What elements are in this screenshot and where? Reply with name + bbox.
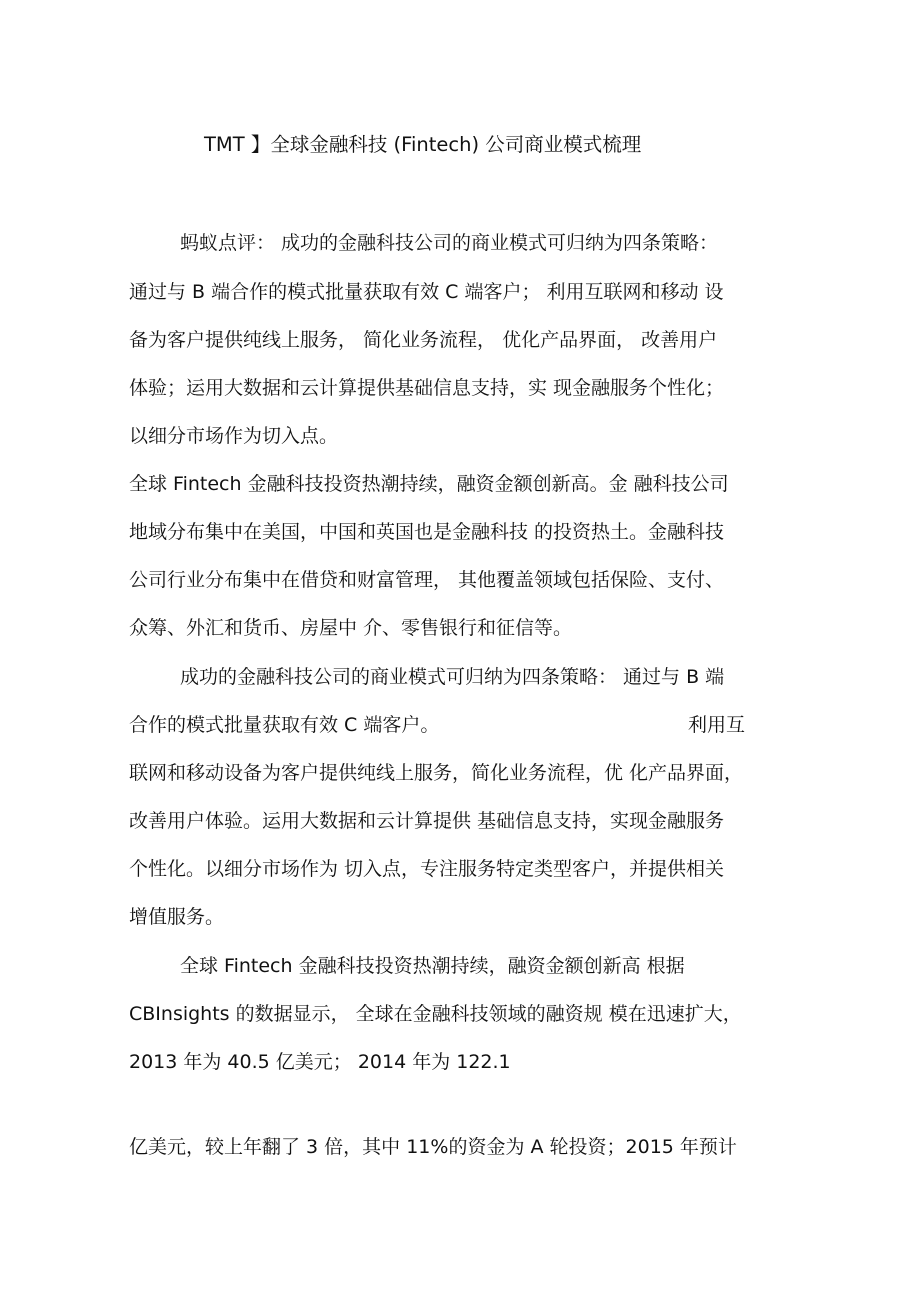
paragraph-line: 联网和移动设备为客户提供纯线上服务，简化业务流程，优 化产品界面， xyxy=(129,762,744,784)
paragraph-line: 2013 年为 40.5 亿美元； 2014 年为 122.1 xyxy=(129,1051,511,1073)
paragraph-line: 成功的金融科技公司的商业模式可归纳为四条策略： 通过与 B 端 xyxy=(180,666,725,688)
paragraph-line: 利用互 xyxy=(688,714,746,736)
paragraph-line: 众筹、外汇和货币、房屋中 介、零售银行和征信等。 xyxy=(129,617,573,639)
document-title: TMT 】全球金融科技 (Fintech) 公司商业模式梳理 xyxy=(204,133,642,156)
paragraph-line: 增值服务。 xyxy=(129,906,225,928)
paragraph-line: 蚂蚁点评： 成功的金融科技公司的商业模式可归纳为四条策略： xyxy=(180,232,719,254)
paragraph-line: 以细分市场作为切入点。 xyxy=(129,425,339,447)
paragraph-line: 体验；运用大数据和云计算提供基础信息支持，实 现金融服务个性化； xyxy=(129,377,725,399)
paragraph-line: 亿美元，较上年翻了 3 倍，其中 11%的资金为 A 轮投资；2015 年预计 xyxy=(129,1136,737,1158)
paragraph-line: CBInsights 的数据显示， 全球在金融科技领域的融资规 模在迅速扩大， xyxy=(129,1003,742,1025)
paragraph-line: 改善用户体验。运用大数据和云计算提供 基础信息支持，实现金融服务 xyxy=(129,810,725,832)
paragraph-line: 通过与 B 端合作的模式批量获取有效 C 端客户； 利用互联网和移动 设 xyxy=(129,281,724,303)
paragraph-line: 合作的模式批量获取有效 C 端客户。 xyxy=(129,714,440,736)
paragraph-line: 备为客户提供纯线上服务， 简化业务流程， 优化产品界面， 改善用户 xyxy=(129,329,718,351)
paragraph-line: 公司行业分布集中在借贷和财富管理， 其他覆盖领域包括保险、支付、 xyxy=(129,569,725,591)
paragraph-line: 个性化。以细分市场作为 切入点，专注服务特定类型客户，并提供相关 xyxy=(129,858,725,880)
paragraph-line: 地域分布集中在美国，中国和英国也是金融科技 的投资热土。金融科技 xyxy=(129,521,725,543)
paragraph-line: 全球 Fintech 金融科技投资热潮持续，融资金额创新高 根据 xyxy=(180,955,685,977)
paragraph-line: 全球 Fintech 金融科技投资热潮持续，融资金额创新高。金 融科技公司 xyxy=(129,473,729,495)
